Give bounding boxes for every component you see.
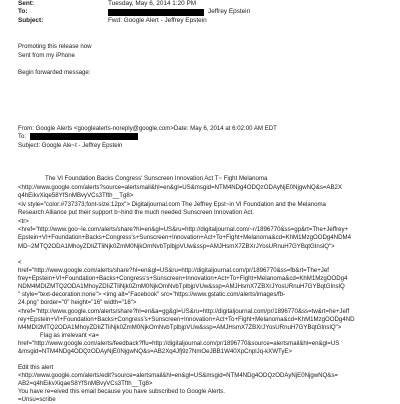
- article-title: The VI Foundation Backs Congress' Sunscreen Innovation Act T~ Fight Melanoma: [45, 175, 268, 182]
- intro-line: Sent from my iPhone: [18, 52, 75, 59]
- article-line: <tr>: [18, 218, 29, 225]
- intro-line: Promoting this release now: [18, 43, 92, 50]
- forward-from: From: Google Alerts <googlealerts-noreply@google.com>Date: May 6, 2014 at 6:02:00 AM EDT: [18, 125, 277, 132]
- article-line: <href="http://www.google.com/alerts/share?hl=en&a=gg&gl=US&ru=http://digitaljournal.com/pr/1896770&ss=tw&rt=he+Jeff: [18, 308, 350, 315]
- article-line: Research Alliance put their support b~hind the much needed Sunscreen Innovation Act.: [18, 209, 254, 216]
- edit-line: <http://www.google.com/alerts/edit?source=alertsmail&hl=en&gl=US&msgid=NTM4NDg4ODQzODAyNjE0NjgwNQ&s=: [18, 372, 338, 379]
- sent-value: Tuesday, May 6, 2014 1:20 PM: [108, 0, 197, 7]
- to-value: Jeffrey Epstein: [208, 8, 251, 15]
- article-line: href="http://www.google.com/alerts/feedback?ffu=http://digitaljournal.com/pr/1896770&source=alertsmail&hl=en&gl=US: [18, 340, 340, 347]
- forward-subject: Subject: Google Ale~t - Jeffrey Epstein: [18, 142, 123, 149]
- article-line: NDM4MDIZMTQ2ODA1MhoyZDIiZTliNjk0ZmM0NjkOmNvbTplbjpVUw&ssp=AMJHsmX7ZBXrJYosURnuH7GYBqtGInslQ: [18, 283, 345, 290]
- to-label: To:: [18, 8, 28, 15]
- article-line: 24.png" border="0" height="16" width="16">: [18, 299, 137, 306]
- article-line: <http://www.google.com/alerts?source=alertsmail&hl=en&gl=US&msgid=NTM4NDg4ODQzODAyNjE0NjgwNQ&s=AB2X: [18, 184, 343, 191]
- article-line: M4MDI2MTQ2ODA1MhoyZDIiZTliNjk0ZmM0NjkOmNvbTplbjpVUw&ssp=AMJHsmX7ZBXrJYosURnuH7GYBqtGInslQ">: [18, 324, 342, 331]
- flag-irrelevant: Flag as irrelevant <a=: [40, 332, 99, 339]
- edit-alert-heading: Edit this alert: [18, 364, 54, 371]
- subscription-notice: You have re=eived this email because you have subscribed to Google Alerts.: [18, 388, 225, 395]
- article-line: <: [18, 259, 22, 266]
- sent-label: Sent:: [18, 0, 34, 7]
- article-line: rey+Epstein+VI+Foundation+Backs+Congress's+Sunscreen+Innovation+Act+To+Fight+Melanoma&cd=KhM1MzgOODg4ND: [18, 316, 355, 323]
- article-line: <href="http://www.goo~le.com/alerts/share?hl=en&gl=US&ru=http://digitaljournal.com/~r/1896770&ss=gp&rt=The+Jeffrey+: [18, 226, 349, 233]
- subject-label: Subject:: [18, 17, 44, 24]
- article-line: <iv style="color:#737373;font-size:12px"> Digitaljournal.com The Jeffrey Epst~in VI Foundation and the Melanoma: [18, 201, 326, 208]
- redaction-box: [30, 133, 138, 140]
- article-line: frey+Epstein+VI+Foundation+Backs+Congress's+Sunscreen+Innovation+Act+To+Fight+Melanoma&cd=KhM1MzgOODg4: [18, 275, 348, 282]
- unsubscribe-label: =Unsu=scribe: [18, 396, 56, 403]
- subject-value: Fwd: Google Alert - Jeffrey Epstein: [108, 17, 207, 24]
- redaction-box: [108, 9, 204, 16]
- article-line: &msgid=NTM4NDg4ODQzODAyNjE0NjgwNQ&s=AB2Xq4Jfj9z7NmOeJBB1W40XpCnplJq-kXWTyE>: [18, 348, 293, 355]
- article-line: Epstein+VI+Foundation+Backs+Congress's+Sunscreen+Innovation+Act+To+Fight+Melanoma&cd=KhM1MzgOODg4NDM4: [18, 234, 351, 241]
- article-line: href="http://www.google.com/alerts/share?hl=en&gl=US&ru=http://digitaljournal.com/pr/1896770&ss=fb&rt=The+Jef: [18, 267, 329, 274]
- article-line: " style="text-decoration:none"> <img alt="Facebook" src="https://www.gstatic.com/alerts/images/fb-: [18, 291, 286, 298]
- forward-to-label: To:: [18, 133, 27, 140]
- article-line: q4hEikvXiqe58YfSnMBvyVCs3Tfth__Tg8>: [18, 192, 134, 199]
- article-line: MD~2MTQ2ODA1MhoyZDIiZTliNjk0ZmM0NjkOmNvbTplbjpVUw&ssp=AMJHsmX7ZBXrJYosURnuH7GYBqtGInslQ">: [18, 243, 335, 250]
- intro-line: Begin forwarded message:: [18, 69, 91, 76]
- edit-line: AB2=q4hEikvXiqaeS8YfSnMBvyVCs3Tfth__Tg8>: [18, 380, 153, 387]
